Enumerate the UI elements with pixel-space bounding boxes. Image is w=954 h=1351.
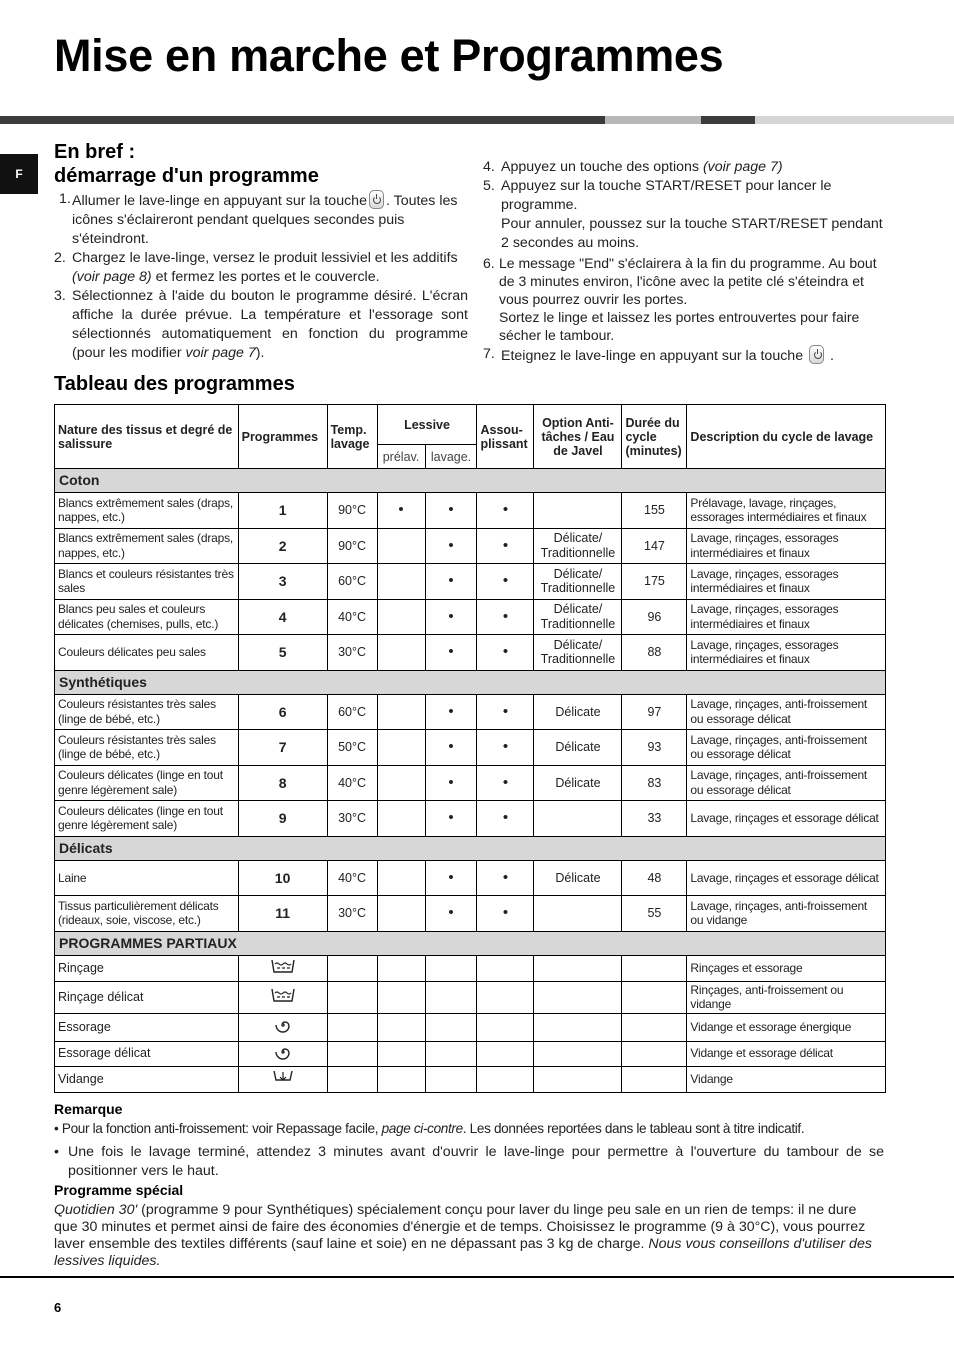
remark-1 xyxy=(54,1119,884,1138)
cell-option xyxy=(534,801,622,837)
header-prelavage: prélav. xyxy=(377,445,425,469)
cell-nature: Rinçage xyxy=(55,955,239,981)
cell-lavage: • xyxy=(425,564,477,600)
cell-lavage: • xyxy=(425,599,477,635)
delicate-spin-icon xyxy=(274,1050,292,1064)
page-reference: voir page 7 xyxy=(185,345,256,361)
special-program-heading: Programme spécial xyxy=(54,1182,184,1198)
step-number: 7. xyxy=(483,346,495,362)
cell-description: Lavage, rinçages, essorages intermédiaires et finaux xyxy=(687,564,886,600)
header-description: Description du cycle de lavage xyxy=(687,405,886,469)
cell-temp: 30°C xyxy=(327,801,377,837)
header-rule-dark2 xyxy=(701,116,755,124)
cell-duree: 97 xyxy=(622,694,687,730)
cell-programme: 2 xyxy=(238,528,327,564)
cell-description: Lavage, rinçages, anti-froissement ou essorage délicat xyxy=(687,694,886,730)
cell-programme-icon xyxy=(238,1066,327,1092)
section-row xyxy=(55,469,886,493)
cell-assouplissant: • xyxy=(477,801,534,837)
steps-left xyxy=(54,190,468,363)
cell-description: Lavage, rinçages, anti-froissement ou essorage délicat xyxy=(687,765,886,801)
cell-nature: Blancs extrêmement sales (draps, nappes, etc.) xyxy=(55,493,239,529)
step-text: Eteignez le lave-linge en appuyant sur la touche xyxy=(501,348,804,364)
cell-empty xyxy=(622,1066,687,1092)
cell-assouplissant: • xyxy=(477,635,534,671)
table-row xyxy=(55,860,886,896)
cell-prelavage xyxy=(377,528,425,564)
cell-description: Vidange et essorage énergique xyxy=(687,1013,886,1041)
cell-programme: 11 xyxy=(238,896,327,932)
page-reference: (voir page 8) xyxy=(72,269,152,285)
cell-empty xyxy=(377,981,425,1013)
cell-description: Lavage, rinçages, essorages intermédiaires et finaux xyxy=(687,599,886,635)
cell-temp: 90°C xyxy=(327,528,377,564)
cell-assouplissant: • xyxy=(477,694,534,730)
cell-lavage: • xyxy=(425,635,477,671)
bullet: • xyxy=(54,1144,59,1160)
cell-assouplissant: • xyxy=(477,493,534,529)
cell-programme: 6 xyxy=(238,694,327,730)
header-rule-grey xyxy=(605,116,701,124)
cell-empty xyxy=(477,1066,534,1092)
remark-text: . Les données reportées dans le tableau sont à titre indicatif. xyxy=(462,1121,805,1136)
cell-prelavage xyxy=(377,801,425,837)
table-row xyxy=(55,528,886,564)
table-row xyxy=(55,1013,886,1041)
cell-prelavage xyxy=(377,860,425,896)
cell-temp: 60°C xyxy=(327,564,377,600)
header-nature: Nature des tissus et degré de salissure xyxy=(55,405,239,469)
table-row xyxy=(55,1041,886,1066)
cell-prelavage xyxy=(377,896,425,932)
section-row xyxy=(55,931,886,955)
cell-programme: 7 xyxy=(238,730,327,766)
cell-empty xyxy=(622,981,687,1013)
cell-programme: 8 xyxy=(238,765,327,801)
cell-description: Lavage, rinçages, essorages intermédiaires et finaux xyxy=(687,528,886,564)
step-6 xyxy=(483,254,883,344)
cell-empty xyxy=(377,1066,425,1092)
cell-temp: 50°C xyxy=(327,730,377,766)
header-duree: Durée du cycle (minutes) xyxy=(622,405,687,469)
section-title: PROGRAMMES PARTIAUX xyxy=(55,931,886,955)
cell-empty xyxy=(377,1013,425,1041)
cell-option xyxy=(534,493,622,529)
cell-assouplissant: • xyxy=(477,765,534,801)
step-text: Allumer le lave-linge en appuyant sur la touche xyxy=(72,193,367,209)
header-assouplissant: Assou- plissant xyxy=(477,405,534,469)
step-number: 6. xyxy=(483,255,495,271)
step-number: 5. xyxy=(483,178,495,194)
cell-option: Délicate/ Traditionnelle xyxy=(534,564,622,600)
cell-empty xyxy=(534,1066,622,1092)
cell-empty xyxy=(477,1013,534,1041)
remark-text: Une fois le lavage terminé, attendez 3 minutes avant d'ouvrir le lave-linge pour permettre à l'ouverture du tambour de se positionner vers le haut. xyxy=(68,1144,884,1179)
header-lavage: lavage. xyxy=(425,445,477,469)
table-row xyxy=(55,564,886,600)
step-number: 4. xyxy=(483,159,495,175)
cell-empty xyxy=(377,1041,425,1066)
special-program-name: Quotidien 30' xyxy=(54,1202,138,1218)
header-rule-dark xyxy=(0,116,605,124)
cell-option: Délicate xyxy=(534,730,622,766)
cell-duree: 48 xyxy=(622,860,687,896)
steps-right xyxy=(483,158,883,366)
cell-nature: Laine xyxy=(55,860,239,896)
cell-nature: Couleurs résistantes très sales (linge de bébé, etc.) xyxy=(55,694,239,730)
section-row xyxy=(55,836,886,860)
cell-lavage: • xyxy=(425,528,477,564)
cell-assouplissant: • xyxy=(477,599,534,635)
cell-description: Lavage, rinçages, anti-froissement ou essorage délicat xyxy=(687,730,886,766)
cell-option: Délicate/ Traditionnelle xyxy=(534,528,622,564)
cell-empty xyxy=(327,955,377,981)
cell-nature: Rinçage délicat xyxy=(55,981,239,1013)
cell-empty xyxy=(425,1013,477,1041)
cell-description: Vidange et essorage délicat xyxy=(687,1041,886,1066)
cell-option: Délicate/ Traditionnelle xyxy=(534,635,622,671)
cell-empty xyxy=(477,955,534,981)
table-row xyxy=(55,493,886,529)
cell-empty xyxy=(425,1041,477,1066)
cell-prelavage xyxy=(377,599,425,635)
cell-nature: Couleurs résistantes très sales (linge de bébé, etc.) xyxy=(55,730,239,766)
cell-option xyxy=(534,896,622,932)
cell-programme-icon xyxy=(238,955,327,981)
cell-programme: 9 xyxy=(238,801,327,837)
header-programmes: Programmes xyxy=(238,405,327,469)
footer-rule xyxy=(0,1276,954,1278)
step-text: Sélectionnez à l'aide du bouton le programme désiré. L'écran affiche la durée prévue. La température et l'essorage sont sélectionnés automatiquement en fonction du programme (pour les modifier xyxy=(72,288,468,361)
cell-temp: 30°C xyxy=(327,896,377,932)
cell-nature: Essorage xyxy=(55,1013,239,1041)
step-text: Appuyez un touche des options xyxy=(501,159,703,175)
power-button-icon xyxy=(809,345,824,364)
special-program-text xyxy=(54,1202,884,1270)
cell-programme-icon xyxy=(238,1013,327,1041)
cell-duree: 175 xyxy=(622,564,687,600)
cell-assouplissant: • xyxy=(477,860,534,896)
cell-lavage: • xyxy=(425,694,477,730)
cell-description: Prélavage, lavage, rinçages, essorages intermédiaires et finaux xyxy=(687,493,886,529)
table-row xyxy=(55,955,886,981)
cell-description: Rinçages et essorage xyxy=(687,955,886,981)
cell-empty xyxy=(327,1013,377,1041)
cell-duree: 93 xyxy=(622,730,687,766)
cell-lavage: • xyxy=(425,801,477,837)
table-row xyxy=(55,635,886,671)
cell-programme: 4 xyxy=(238,599,327,635)
cell-temp: 60°C xyxy=(327,694,377,730)
remarks-heading: Remarque xyxy=(54,1101,123,1117)
special-text: (programme 9 pour Synthétiques) spécialement conçu pour laver du linge peu sale en un rien de temps: il ne dure que 30 minutes et permet ainsi de faire des économies d'énergie et de temps. Choisissez le programme (9 à 30°C), vous pourrez laver ensemble des textiles différents (sauf laine et soie) en ne dépassant pas 3 kg de charge. xyxy=(54,1202,866,1252)
cell-prelavage xyxy=(377,564,425,600)
cell-programme: 10 xyxy=(238,860,327,896)
page-number: 6 xyxy=(54,1300,62,1315)
step-number: 2. xyxy=(54,250,66,266)
rinse-icon xyxy=(270,963,296,977)
cell-empty xyxy=(477,1041,534,1066)
cell-empty xyxy=(425,1066,477,1092)
step-text: . Toutes les icônes s'éclaireront pendant quelques secondes puis s'éteindront. xyxy=(72,193,458,247)
cell-lavage: • xyxy=(425,730,477,766)
cell-nature: Couleurs délicates (linge en tout genre légèrement sale) xyxy=(55,801,239,837)
quick-start-heading-line1: En bref : xyxy=(54,141,136,163)
spin-icon xyxy=(274,1023,292,1037)
step-text: Appuyez sur la touche START/RESET pour lancer le programme. xyxy=(501,178,832,213)
cell-empty xyxy=(327,1066,377,1092)
cell-nature: Essorage délicat xyxy=(55,1041,239,1066)
cell-prelavage xyxy=(377,730,425,766)
step-text: Chargez le lave-linge, versez le produit lessiviel et les additifs xyxy=(72,250,458,266)
header-option: Option Anti- tâches / Eau de Javel xyxy=(534,405,622,469)
cell-lavage: • xyxy=(425,493,477,529)
table-row xyxy=(55,694,886,730)
cell-description: Vidange xyxy=(687,1066,886,1092)
cell-empty xyxy=(534,981,622,1013)
cell-empty xyxy=(534,955,622,981)
cell-duree: 147 xyxy=(622,528,687,564)
header-lessive: Lessive xyxy=(377,405,477,445)
step-text: Sortez le linge et laissez les portes entrouvertes pour faire sécher le tambour. xyxy=(499,309,860,343)
cell-nature: Couleurs délicates peu sales xyxy=(55,635,239,671)
cell-programme: 3 xyxy=(238,564,327,600)
cell-lavage: • xyxy=(425,860,477,896)
cell-programme-icon xyxy=(238,981,327,1013)
cell-empty xyxy=(425,955,477,981)
cell-option: Délicate xyxy=(534,860,622,896)
step-text: Pour annuler, poussez sur la touche START/RESET pendant 2 secondes au moins. xyxy=(501,216,883,251)
cell-lavage: • xyxy=(425,765,477,801)
cell-description: Rinçages, anti-froissement ou vidange xyxy=(687,981,886,1013)
table-row xyxy=(55,765,886,801)
cell-description: Lavage, rinçages, anti-froissement ou vidange xyxy=(687,896,886,932)
remark-2 xyxy=(54,1143,884,1181)
page-reference: (voir page 7) xyxy=(702,159,783,175)
cell-temp: 90°C xyxy=(327,493,377,529)
cell-duree: 83 xyxy=(622,765,687,801)
cell-empty xyxy=(534,1041,622,1066)
step-5 xyxy=(483,177,883,253)
cell-prelavage xyxy=(377,765,425,801)
step-4 xyxy=(483,158,883,177)
cell-programme: 1 xyxy=(238,493,327,529)
cell-temp: 40°C xyxy=(327,599,377,635)
page-reference: page ci-contre xyxy=(381,1121,463,1136)
cell-duree: 96 xyxy=(622,599,687,635)
cell-prelavage xyxy=(377,635,425,671)
remark-text: Pour la fonction anti-froissement: voir Repassage facile, xyxy=(61,1121,382,1136)
cell-empty xyxy=(425,981,477,1013)
cell-lavage: • xyxy=(425,896,477,932)
cell-description: Lavage, rinçages et essorage délicat xyxy=(687,801,886,837)
step-number: 1. xyxy=(59,191,71,207)
cell-assouplissant: • xyxy=(477,528,534,564)
cell-nature: Blancs peu sales et couleurs délicates (chemises, pulls, etc.) xyxy=(55,599,239,635)
step-1 xyxy=(54,190,468,249)
cell-empty xyxy=(622,955,687,981)
cell-nature: Vidange xyxy=(55,1066,239,1092)
table-heading: Tableau des programmes xyxy=(54,373,295,395)
cell-option: Délicate xyxy=(534,694,622,730)
table-row xyxy=(55,981,886,1013)
remarks-section xyxy=(54,1100,884,1270)
programs-table-body xyxy=(55,469,886,1093)
cell-temp: 30°C xyxy=(327,635,377,671)
cell-nature: Couleurs délicates (linge en tout genre légèrement sale) xyxy=(55,765,239,801)
cell-prelavage xyxy=(377,694,425,730)
step-text: Le message "End" s'éclairera à la fin du programme. Au bout de 3 minutes environ, l'icône avec la petite clé s'éteindra et vous pourrez ouvrir les portes. xyxy=(499,255,877,307)
cell-duree: 155 xyxy=(622,493,687,529)
cell-description: Lavage, rinçages, essorages intermédiaires et finaux xyxy=(687,635,886,671)
table-row xyxy=(55,1066,886,1092)
power-button-icon xyxy=(369,190,384,209)
drain-icon xyxy=(272,1075,294,1089)
cell-duree: 55 xyxy=(622,896,687,932)
table-row xyxy=(55,801,886,837)
header-temp: Temp. lavage xyxy=(327,405,377,469)
quick-start-heading xyxy=(54,140,319,188)
cell-empty xyxy=(327,1041,377,1066)
cell-option: Délicate xyxy=(534,765,622,801)
step-text: et fermez les portes et le couvercle. xyxy=(151,269,380,285)
cell-empty xyxy=(622,1041,687,1066)
cell-empty xyxy=(327,981,377,1013)
section-title: Délicats xyxy=(55,836,886,860)
cell-programme: 5 xyxy=(238,635,327,671)
cell-duree: 88 xyxy=(622,635,687,671)
step-2 xyxy=(54,249,468,287)
step-text: . xyxy=(830,348,834,364)
cell-duree: 33 xyxy=(622,801,687,837)
delicate-rinse-icon xyxy=(270,992,296,1006)
quick-start-heading-line2: démarrage d'un programme xyxy=(54,165,319,187)
cell-option: Délicate/ Traditionnelle xyxy=(534,599,622,635)
programs-table xyxy=(54,404,886,1093)
step-3 xyxy=(54,287,468,363)
bullet: • xyxy=(54,1121,59,1136)
cell-temp: 40°C xyxy=(327,860,377,896)
cell-assouplissant: • xyxy=(477,896,534,932)
header-rule-light xyxy=(755,116,954,124)
cell-nature: Blancs extrêmement sales (draps, nappes, etc.) xyxy=(55,528,239,564)
special-advice: Nous vous conseillons d'utiliser des lessives liquides. xyxy=(54,1236,872,1269)
cell-prelavage: • xyxy=(377,493,425,529)
step-7 xyxy=(483,345,883,366)
cell-assouplissant: • xyxy=(477,564,534,600)
cell-nature: Blancs et couleurs résistantes très sales xyxy=(55,564,239,600)
language-tab: F xyxy=(0,154,38,194)
section-title: Synthétiques xyxy=(55,670,886,694)
cell-empty xyxy=(622,1013,687,1041)
cell-empty xyxy=(377,955,425,981)
cell-programme-icon xyxy=(238,1041,327,1066)
section-title: Coton xyxy=(55,469,886,493)
cell-temp: 40°C xyxy=(327,765,377,801)
section-row xyxy=(55,670,886,694)
cell-empty xyxy=(534,1013,622,1041)
table-row xyxy=(55,896,886,932)
page-title: Mise en marche et Programmes xyxy=(54,30,724,81)
cell-nature: Tissus particulièrement délicats (rideaux, soie, viscose, etc.) xyxy=(55,896,239,932)
cell-empty xyxy=(477,981,534,1013)
step-number: 3. xyxy=(54,288,66,304)
cell-assouplissant: • xyxy=(477,730,534,766)
cell-description: Lavage, rinçages et essorage délicat xyxy=(687,860,886,896)
step-text: ). xyxy=(255,345,265,361)
table-row xyxy=(55,599,886,635)
table-row xyxy=(55,730,886,766)
